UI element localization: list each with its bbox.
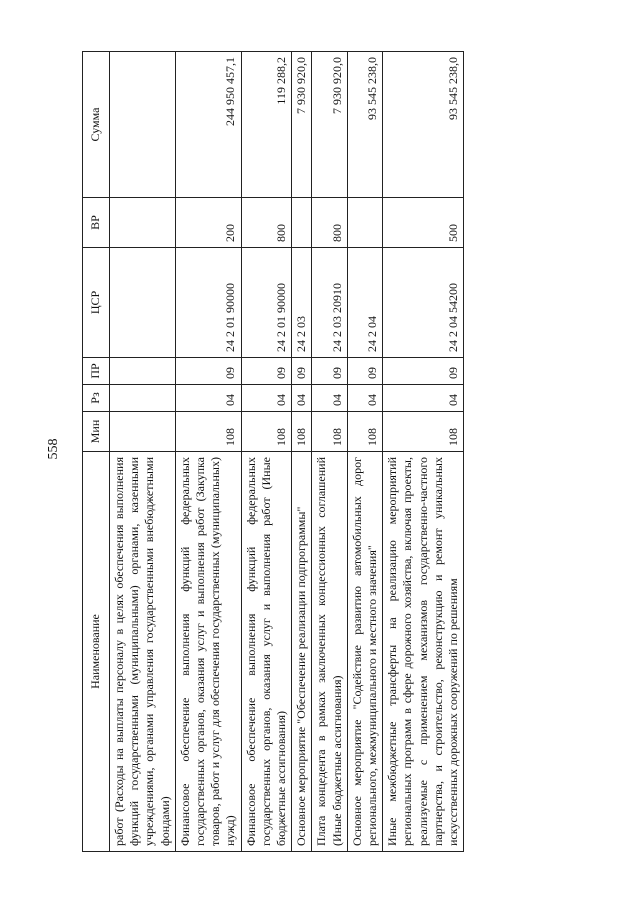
row-rz: 04 <box>292 385 312 412</box>
row-min <box>110 412 176 452</box>
row-sum: 7 930 920,0 <box>292 52 312 198</box>
row-min: 108 <box>175 412 241 452</box>
header-min: Мин <box>83 412 110 452</box>
row-sum: 244 950 457,1 <box>175 52 241 198</box>
table-row <box>347 52 382 852</box>
row-rz: 04 <box>241 385 292 412</box>
row-sum: 93 545 238,0 <box>383 52 464 198</box>
row-sum: 93 545 238,0 <box>347 52 382 198</box>
row-rz: 04 <box>175 385 241 412</box>
row-sum: 7 930 920,0 <box>312 52 347 198</box>
row-rz: 04 <box>383 385 464 412</box>
table-row <box>110 52 176 852</box>
table-header <box>83 52 110 852</box>
row-csr: 24 2 01 90000 <box>241 248 292 358</box>
header-vr: ВР <box>83 198 110 248</box>
row-csr: 24 2 03 <box>292 248 312 358</box>
row-min: 108 <box>312 412 347 452</box>
row-name: Иные межбюджетные трансферты на реализацию мероприятий региональных программ в сфере дорожного хозяйства, включая проекты, реализуемые с применением механизмов государственно-частного партнерства, и строительство, реконструкцию и ремонт уникальных искусственных дорожных сооружений по решениям <box>383 452 464 852</box>
row-name: Финансовое обеспечение выполнения функций федеральных государственных органов, оказания услуг и выполнения работ (Закупка товаров, работ и услуг для обеспечения государственных (муниципальных) нужд) <box>175 452 241 852</box>
row-name: Плата концедента в рамках заключенных концессионных соглашений (Иные бюджетные ассигнования) <box>312 452 347 852</box>
row-pr: 09 <box>347 358 382 385</box>
row-sum: 119 288,2 <box>241 52 292 198</box>
row-name: Основное мероприятие "Содействие развитию автомобильных дорог регионального, межмуниципального и местного значения" <box>347 452 382 852</box>
row-rz <box>110 385 176 412</box>
header-sum: Сумма <box>83 52 110 198</box>
row-name: Основное мероприятие "Обеспечение реализации подпрограммы" <box>292 452 312 852</box>
header-csr: ЦСР <box>83 248 110 358</box>
row-vr: 500 <box>383 198 464 248</box>
table-body <box>110 52 464 852</box>
rotated-table-container <box>82 52 464 852</box>
header-name: Наименование <box>83 452 110 852</box>
row-min: 108 <box>347 412 382 452</box>
row-pr <box>110 358 176 385</box>
row-csr: 24 2 04 54200 <box>383 248 464 358</box>
table-row <box>312 52 347 852</box>
row-pr: 09 <box>312 358 347 385</box>
row-vr <box>110 198 176 248</box>
header-rz: Рз <box>83 385 110 412</box>
row-pr: 09 <box>292 358 312 385</box>
table-row <box>292 52 312 852</box>
header-pr: ПР <box>83 358 110 385</box>
table-row <box>175 52 241 852</box>
row-csr: 24 2 03 20910 <box>312 248 347 358</box>
row-rz: 04 <box>312 385 347 412</box>
row-vr <box>292 198 312 248</box>
row-vr: 800 <box>241 198 292 248</box>
row-vr <box>347 198 382 248</box>
row-rz: 04 <box>347 385 382 412</box>
row-pr: 09 <box>175 358 241 385</box>
row-pr: 09 <box>383 358 464 385</box>
row-csr <box>110 248 176 358</box>
row-min: 108 <box>292 412 312 452</box>
row-pr: 09 <box>241 358 292 385</box>
row-csr: 24 2 04 <box>347 248 382 358</box>
page-number: 558 <box>46 438 61 460</box>
row-name: работ (Расходы на выплаты персоналу в целях обеспечения выполнения функций государственными (муниципальными) органами, казенными учреждениями, органами управления государственными внебюджетными фондами) <box>110 452 176 852</box>
row-vr: 200 <box>175 198 241 248</box>
table-row <box>383 52 464 852</box>
table-row <box>241 52 292 852</box>
row-min: 108 <box>383 412 464 452</box>
header-row <box>83 52 110 852</box>
row-name: Финансовое обеспечение выполнения функций федеральных государственных органов, оказания услуг и выполнения работ (Иные бюджетные ассигнования) <box>241 452 292 852</box>
budget-table <box>82 51 464 852</box>
row-csr: 24 2 01 90000 <box>175 248 241 358</box>
row-min: 108 <box>241 412 292 452</box>
row-vr: 800 <box>312 198 347 248</box>
row-sum <box>110 52 176 198</box>
